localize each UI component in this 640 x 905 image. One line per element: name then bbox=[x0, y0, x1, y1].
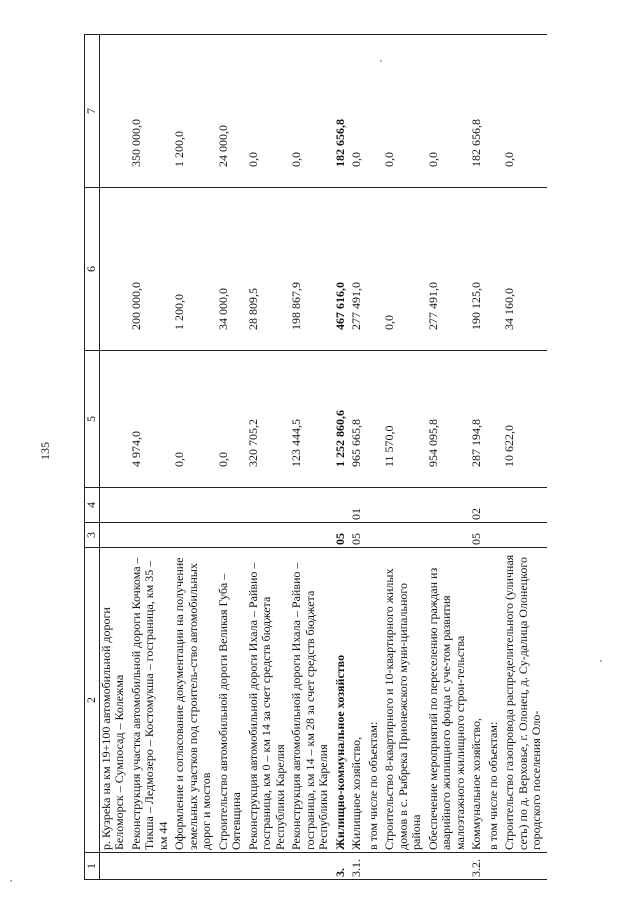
section-code-cell bbox=[383, 523, 427, 548]
subsection-code-cell bbox=[247, 488, 291, 523]
amount-col7-cell: 0,0 bbox=[290, 35, 334, 188]
row-name-cell: Реконструкция автомобильной дороги Ихала – Райвио – госграница, км 14 – км 28 за счет средств бюджета Республики Карелия bbox=[290, 548, 334, 853]
table-row bbox=[247, 35, 291, 880]
amount-col6-cell: 1 200,0 bbox=[173, 188, 217, 351]
row-name-cell: Жилищное хозяйство, bbox=[350, 548, 367, 853]
table-row bbox=[503, 35, 547, 880]
section-code-cell bbox=[427, 523, 471, 548]
amount-col6-cell: 467 616,0 bbox=[334, 188, 351, 351]
amount-col6-cell: 190 125,0 bbox=[470, 188, 487, 351]
subsection-code-cell bbox=[367, 488, 384, 523]
row-name-cell: р. Кузреka на км 19+100 автомобильной дороги Беломорск – Сумпосад – Колежма bbox=[99, 548, 130, 853]
scan-speck bbox=[10, 880, 12, 882]
row-name-cell: в том числе по объектам: bbox=[487, 548, 504, 853]
amount-col7-cell: 0,0 bbox=[503, 35, 547, 188]
amount-col5-cell: 287 194,8 bbox=[470, 351, 487, 488]
table-row bbox=[383, 35, 427, 880]
amount-col7-cell: 182 656,8 bbox=[334, 35, 351, 188]
table-row bbox=[217, 35, 247, 880]
table-row bbox=[470, 35, 487, 880]
amount-col5-cell: 123 444,5 bbox=[290, 351, 334, 488]
header-row bbox=[85, 35, 100, 880]
subsection-code-cell: 01 bbox=[350, 488, 367, 523]
row-number-cell bbox=[173, 853, 217, 880]
rotated-table-container bbox=[84, 35, 609, 880]
section-code-cell bbox=[247, 523, 291, 548]
column-header-1: 1 bbox=[85, 853, 100, 880]
row-name-cell: Реконструкция участка автомобильной дороги Кочкома – Тикша – Ледмозеро – Костомукша – госграница, км 35 – км 44 bbox=[130, 548, 174, 853]
row-number-cell bbox=[247, 853, 291, 880]
section-code-cell: 05 bbox=[334, 523, 351, 548]
amount-col6-cell: 277 491,0 bbox=[350, 188, 367, 351]
row-number-cell bbox=[367, 853, 384, 880]
amount-col6-cell bbox=[487, 188, 504, 351]
section-code-cell bbox=[487, 523, 504, 548]
row-name-cell: Строительство автомобильной дороги Великая Губа – Оятевщина bbox=[217, 548, 247, 853]
amount-col7-cell: 182 656,8 bbox=[470, 35, 487, 188]
row-name-cell: Оформление и согласование документации на получение земельных участков под строитель-ство автомобильных дорог и мостов bbox=[173, 548, 217, 853]
amount-col6-cell: 200 000,0 bbox=[130, 188, 174, 351]
scan-speck bbox=[380, 60, 382, 62]
amount-col5-cell: 1 252 860,6 bbox=[334, 351, 351, 488]
scan-speck bbox=[600, 660, 602, 662]
column-header-5: 5 bbox=[85, 351, 100, 488]
subsection-code-cell bbox=[217, 488, 247, 523]
amount-col7-cell bbox=[367, 35, 384, 188]
amount-col7-cell: 1 200,0 bbox=[173, 35, 217, 188]
amount-col7-cell: 0,0 bbox=[383, 35, 427, 188]
amount-col6-cell: 34 000,0 bbox=[217, 188, 247, 351]
amount-col5-cell: 10 622,0 bbox=[503, 351, 547, 488]
amount-col5-cell bbox=[487, 351, 504, 488]
row-number-cell: 3.1. bbox=[350, 853, 367, 880]
row-number-cell bbox=[383, 853, 427, 880]
row-number-cell: 3. bbox=[334, 853, 351, 880]
column-header-2: 2 bbox=[85, 548, 100, 853]
table-row bbox=[173, 35, 217, 880]
subsection-code-cell bbox=[99, 488, 130, 523]
row-name-cell: Коммунальное хозяйство, bbox=[470, 548, 487, 853]
table-row bbox=[427, 35, 471, 880]
row-number-cell bbox=[290, 853, 334, 880]
table-row bbox=[99, 35, 130, 880]
amount-col5-cell bbox=[367, 351, 384, 488]
column-header-4: 4 bbox=[85, 488, 100, 523]
amount-col6-cell: 277 491,0 bbox=[427, 188, 471, 351]
amount-col5-cell: 0,0 bbox=[217, 351, 247, 488]
amount-col5-cell: 320 705,2 bbox=[247, 351, 291, 488]
amount-col6-cell: 0,0 bbox=[383, 188, 427, 351]
row-name-cell: Жилищно-коммунальное хозяйство bbox=[334, 548, 351, 853]
amount-col7-cell bbox=[487, 35, 504, 188]
section-code-cell bbox=[99, 523, 130, 548]
amount-col7-cell: 24 000,0 bbox=[217, 35, 247, 188]
section-code-cell bbox=[217, 523, 247, 548]
subsection-code-cell: 02 bbox=[470, 488, 487, 523]
budget-table bbox=[84, 34, 547, 880]
amount-col6-cell: 28 809,5 bbox=[247, 188, 291, 351]
amount-col7-cell: 0,0 bbox=[247, 35, 291, 188]
section-code-cell bbox=[290, 523, 334, 548]
amount-col5-cell: 11 570,0 bbox=[383, 351, 427, 488]
row-number-cell bbox=[427, 853, 471, 880]
table-row bbox=[350, 35, 367, 880]
section-code-cell bbox=[173, 523, 217, 548]
subsection-code-cell bbox=[130, 488, 174, 523]
amount-col7-cell bbox=[99, 35, 130, 188]
column-header-3: 3 bbox=[85, 523, 100, 548]
table-row bbox=[290, 35, 334, 880]
section-code-cell: 05 bbox=[470, 523, 487, 548]
row-number-cell bbox=[503, 853, 547, 880]
column-header-6: 6 bbox=[85, 188, 100, 351]
subsection-code-cell bbox=[290, 488, 334, 523]
table-body bbox=[99, 35, 547, 880]
section-code-cell bbox=[503, 523, 547, 548]
amount-col7-cell: 350 000,0 bbox=[130, 35, 174, 188]
amount-col6-cell bbox=[367, 188, 384, 351]
row-number-cell: 3.2. bbox=[470, 853, 487, 880]
section-code-cell bbox=[130, 523, 174, 548]
subsection-code-cell bbox=[383, 488, 427, 523]
row-name-cell: Строительство газопровода распределительного (уличная сеть) по д. Верховье, г. Олонец, д. Су-далица Олонецкого городского поселения Оло- bbox=[503, 548, 547, 853]
row-number-cell bbox=[487, 853, 504, 880]
row-name-cell: Строительство 8-квартирного и 10-квартирного жилых домов в с. Рыбрека Прионежского муни-ципального района bbox=[383, 548, 427, 853]
page-number: 135 bbox=[38, 442, 52, 460]
amount-col5-cell: 0,0 bbox=[173, 351, 217, 488]
table-row bbox=[130, 35, 174, 880]
row-number-cell bbox=[217, 853, 247, 880]
row-number-cell bbox=[130, 853, 174, 880]
section-code-cell: 05 bbox=[350, 523, 367, 548]
amount-col6-cell: 34 160,0 bbox=[503, 188, 547, 351]
column-header-7: 7 bbox=[85, 35, 100, 188]
row-name-cell: в том числе по объектам: bbox=[367, 548, 384, 853]
subsection-code-cell bbox=[173, 488, 217, 523]
row-name-cell: Обеспечение мероприятий по переселению граждан из аварийного жилищного фонда с уче-том развития малоэтажного жилищного строи-тельства bbox=[427, 548, 471, 853]
table-row bbox=[334, 35, 351, 880]
table-row bbox=[367, 35, 384, 880]
subsection-code-cell bbox=[334, 488, 351, 523]
amount-col7-cell: 0,0 bbox=[427, 35, 471, 188]
subsection-code-cell bbox=[487, 488, 504, 523]
section-code-cell bbox=[367, 523, 384, 548]
table-header bbox=[85, 35, 100, 880]
amount-col5-cell: 954 095,8 bbox=[427, 351, 471, 488]
row-number-cell bbox=[99, 853, 130, 880]
amount-col6-cell: 198 867,9 bbox=[290, 188, 334, 351]
amount-col5-cell: 965 665,8 bbox=[350, 351, 367, 488]
subsection-code-cell bbox=[503, 488, 547, 523]
amount-col5-cell bbox=[99, 351, 130, 488]
row-name-cell: Реконструкция автомобильной дороги Ихала – Райвио – госграница, км 0 – км 14 за счет средств бюджета Республики Карелия bbox=[247, 548, 291, 853]
amount-col6-cell bbox=[99, 188, 130, 351]
subsection-code-cell bbox=[427, 488, 471, 523]
table-row bbox=[487, 35, 504, 880]
amount-col5-cell: 4 974,0 bbox=[130, 351, 174, 488]
amount-col7-cell: 0,0 bbox=[350, 35, 367, 188]
